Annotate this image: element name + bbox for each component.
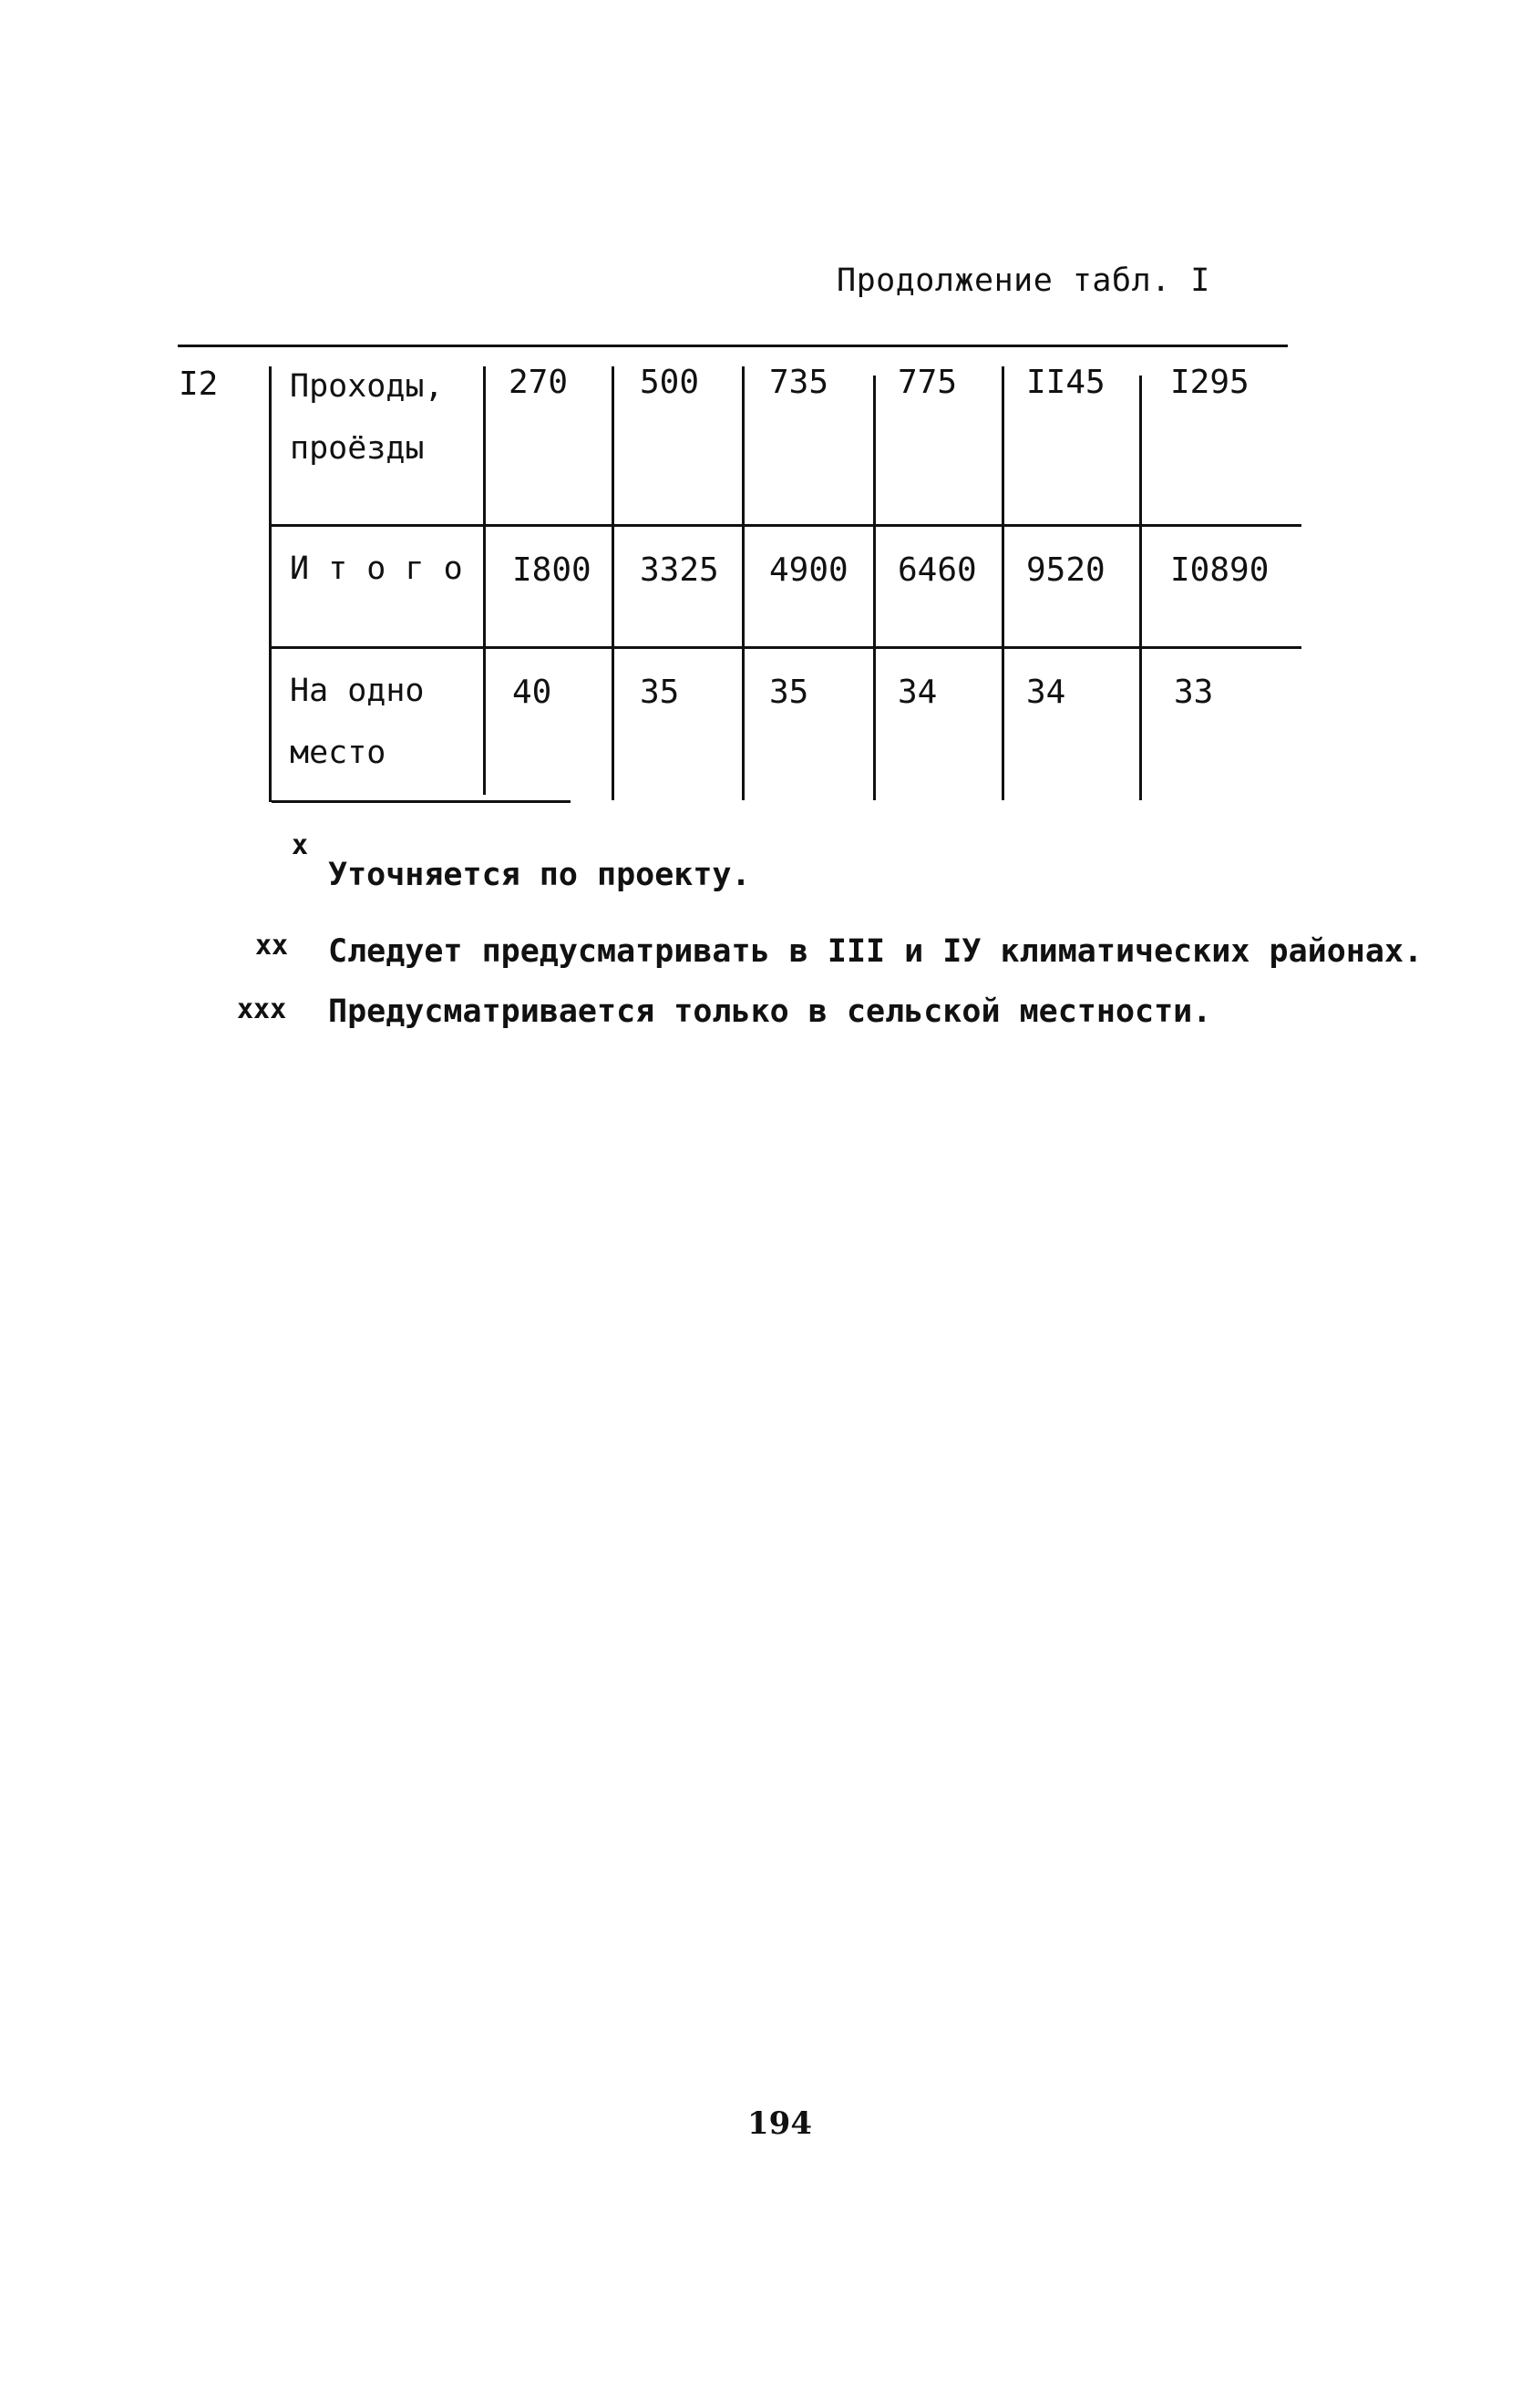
table-cell: 270 — [509, 364, 569, 401]
table-cell: 775 — [898, 364, 958, 401]
table-cell: I295 — [1170, 364, 1249, 401]
column-divider — [1002, 366, 1004, 800]
row-label-line: проёзды — [290, 430, 425, 467]
row-label-line: И т о г о — [290, 551, 463, 587]
row-label-line: место — [290, 735, 386, 771]
table-cell: 34 — [898, 674, 938, 711]
table-cell: 35 — [640, 674, 680, 711]
column-divider — [612, 366, 614, 800]
column-divider — [742, 366, 745, 800]
table-cell: I800 — [512, 551, 591, 589]
table-cell: 6460 — [898, 551, 977, 589]
table-cell: II45 — [1026, 364, 1106, 401]
footnote-text: Предусматривается только в сельской местности. — [328, 993, 1212, 1030]
row-label — [290, 355, 444, 479]
table-cell: 500 — [640, 364, 700, 401]
table-cell: I0890 — [1170, 551, 1270, 589]
table-cell: 34 — [1026, 674, 1066, 711]
table-cell: 4900 — [769, 551, 848, 589]
row-divider — [272, 524, 1301, 527]
row-number — [179, 365, 219, 403]
row-label — [290, 538, 463, 600]
column-divider — [1139, 376, 1142, 800]
table-cell: 35 — [769, 674, 809, 711]
table-top-rule — [178, 345, 1288, 347]
row-label-line: На одно — [290, 673, 425, 709]
footnote-mark: x — [292, 829, 309, 861]
column-divider — [873, 376, 876, 800]
table-left-border — [269, 366, 272, 802]
row-number-value: I2 — [179, 365, 219, 403]
table-cell: 33 — [1174, 674, 1214, 711]
footnote-mark: xx — [255, 930, 289, 962]
column-divider — [483, 366, 486, 795]
row-label — [290, 660, 425, 784]
row-divider — [272, 646, 1301, 649]
table-cell: 40 — [512, 674, 552, 711]
footnote-mark: xxx — [237, 993, 287, 1025]
table-cell: 735 — [769, 364, 829, 401]
row-label-line: Проходы, — [290, 368, 444, 405]
footnote-text: Уточняется по проекту. — [328, 857, 751, 893]
table-bottom-rule — [272, 800, 571, 803]
page-number: 194 — [747, 2105, 812, 2142]
footnote-text: Следует предусматривать в III и IУ климатических районах. — [328, 933, 1424, 970]
table-cell: 3325 — [640, 551, 719, 589]
table-cell: 9520 — [1026, 551, 1106, 589]
table-caption: Продолжение табл. I — [837, 262, 1210, 299]
